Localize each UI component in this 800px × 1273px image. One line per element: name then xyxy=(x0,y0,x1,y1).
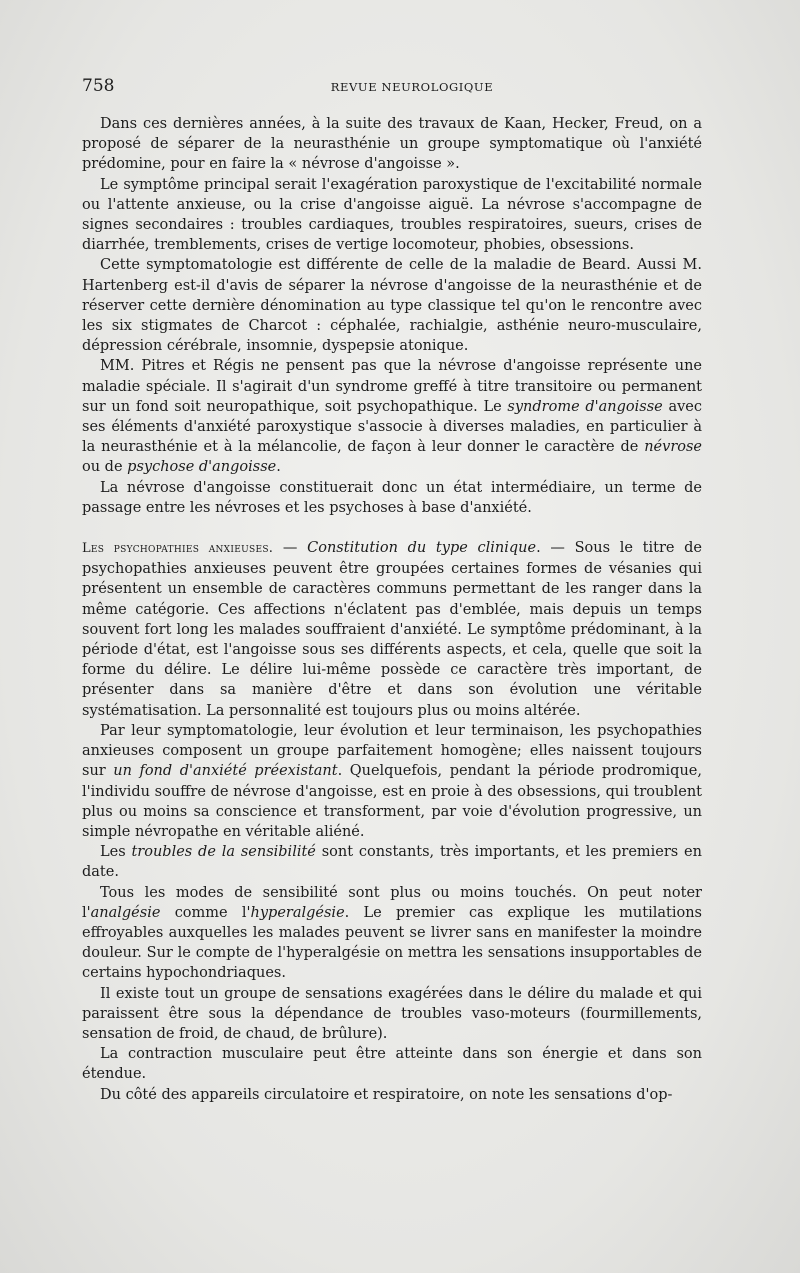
running-head: REVUE NEUROLOGIQUE xyxy=(330,80,494,94)
text-run: Sous le titre de psychopathies anxieuses peuvent être groupées certaines formes de vésanies qui présentent un ensemble de caractères communs permettant de les ranger dans la même catégorie. Ces affections n'éclatent pas d'emblée, mais depuis un temps souvent fort long les malades souffraient d'anxiété. Le symptôme prédominant, à la période d'état, est l'angoisse sous ses différents aspects, et cela, quelle que soit la forme du délire. Le délire lui-même possède ce caractère très important, de présenter dans sa manière d'être et dans son évolution une véritable systématisation. La personnalité est toujours plus ou moins altérée. xyxy=(82,540,703,719)
text-run: comme l' xyxy=(160,904,251,921)
paragraph-2: Le symptôme principal serait l'exagération paroxystique de l'excitabilité normale ou l'attente anxieuse, ou la crise d'angoisse aiguë. La névrose s'accompagne de signes secondaires : troubles cardiaques, troubles respiratoires, sueurs, crises de diarrhée, tremblements, crises de vertige locomoteur, phobies, obsessions. xyxy=(82,176,702,254)
paragraph-11: La contraction musculaire peut être atteinte dans son énergie et dans son étendue. xyxy=(82,1046,702,1083)
paragraph-4 xyxy=(82,356,702,477)
italic-term: troubles de la sensibilité xyxy=(131,844,316,861)
paragraph-1: Dans ces dernières années, à la suite des travaux de Kaan, Hecker, Freud, on a proposé de séparer de la neurasthénie un groupe symptomatique où l'anxiété prédomine, pour en faire la « névrose d'angoisse ». xyxy=(82,116,702,173)
paragraph-3: Cette symptomatologie est différente de celle de la maladie de Beard. Aussi M. Hartenberg est-il d'avis de séparer la névrose d'angoisse de la neurasthénie et de réserver cette dernière dénomination au type classique tel qu'on le rencontre avec les six stigmates de Charcot : céphalée, rachialgie, asthénie neuro-musculaire, dépression cérébrale, insomnie, dyspepsie atonique. xyxy=(82,257,702,355)
paragraph-8 xyxy=(82,842,702,882)
paragraph-7 xyxy=(82,721,702,842)
section-subtitle: Constitution du type clinique xyxy=(307,540,537,557)
section-heading: Les psychopathies anxieuses. xyxy=(82,541,274,557)
italic-term: névrose xyxy=(644,439,702,456)
text-run: Par leur symptomatologie, leur évolution et leur terminaison, les psychopathies anxieuses composent un groupe parfaitement homogène; elles naissent toujours sur xyxy=(82,722,702,780)
text-run: Tous les modes de sensibilité sont plus ou moins touchés. On peut noter l' xyxy=(82,884,702,921)
page-number: 758 xyxy=(82,76,115,96)
paragraph-12: Du côté des appareils circulatoire et respiratoire, on note les sensations d'op- xyxy=(100,1086,673,1103)
italic-term: un fond d'anxiété préexistant xyxy=(113,763,338,780)
text-run: MM. Pitres et Régis ne pensent pas que la névrose d'angoisse représente une maladie spéciale. Il s'agirait d'un syndrome greffé à titre transitoire ou permanent sur un fond soit neuropathique, soit psychopathique. Le xyxy=(82,358,702,415)
paragraph-10: Il existe tout un groupe de sensations exagérées dans le délire du malade et qui paraissent être sous la dépendance de troubles vaso-moteurs (fourmillements, sensation de froid, de chaud, de brûlure). xyxy=(82,985,702,1042)
page-header xyxy=(82,76,702,100)
dash: — xyxy=(273,540,308,557)
text-run: Les xyxy=(100,844,132,861)
text-run: ou de xyxy=(82,459,128,476)
text-run: sont constants, très importants, et les premiers en date. xyxy=(82,844,702,881)
italic-term: hyperalgésie xyxy=(250,904,345,921)
italic-term: analgésie xyxy=(90,904,161,921)
text-run: avec ses éléments d'anxiété paroxystique s'associe à diverses maladies, en particulier à la neurasthénie et à la mélancolie, de façon à leur donner le caractère de xyxy=(82,398,702,456)
paragraph-5: La névrose d'angoisse constituerait donc un état intermédiaire, un terme de passage entre les névroses et les psychoses à base d'anxiété. xyxy=(82,479,702,516)
italic-term: syndrome d'angoisse xyxy=(507,398,663,415)
page-body xyxy=(82,114,702,1105)
text-run: . xyxy=(276,459,281,476)
text-run: . Quelquefois, pendant la période prodromique, l'individu souffre de névrose d'angoisse, est en proie à des obsessions, qui troublent plus ou moins sa conscience et transforment, par voie d'évolution progressive, un simple névropathe en véritable aliéné. xyxy=(82,763,702,840)
italic-term: psychose d'angoisse xyxy=(127,459,277,476)
dash: . — xyxy=(536,540,575,557)
text-run: . Le premier cas explique les mutilations effroyables auxquelles les malades peuvent se livrer sans en manifester la moindre douleur. Sur le compte de l'hyperalgésie on mettra les sensations insupportables de certains hypochondriaques. xyxy=(82,904,702,982)
section-paragraph xyxy=(82,538,702,721)
paragraph-9 xyxy=(82,883,702,984)
